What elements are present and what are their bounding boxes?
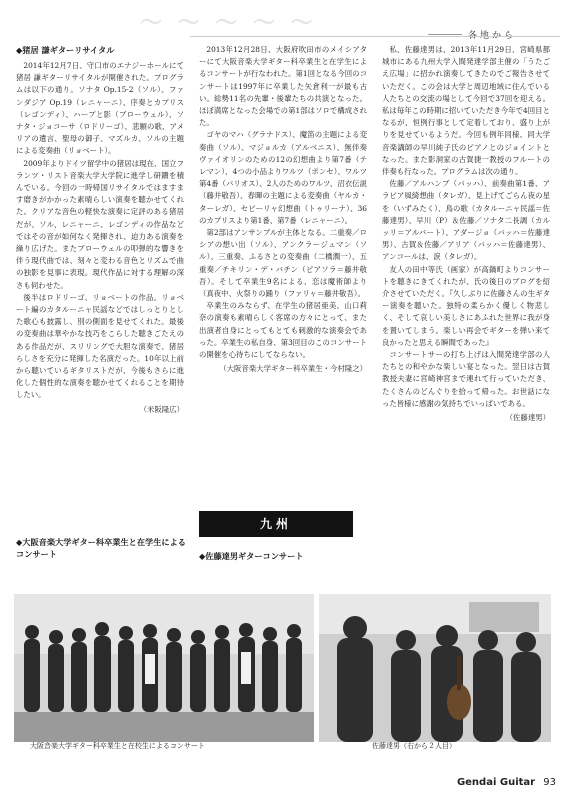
header-ghost-text: ～ ～ ～ ～ ～ xyxy=(140,11,317,36)
paragraph: 佐藤／アルハンブ（バッハ）、前奏曲第1番、アラビア風綺想曲（タレガ）、見上げてごらん夜の星を（いずみたく）、鳥の歌（カタルーニャ民謡＝佐藤達男）、早川（P）＆佐藤／ソナタ二長調（カルッリ＝アルバート）、アダージョ（バッハ＝佐藤達男）、古賀＆佐藤／アリア（バッハ＝佐藤達男）、アンコールは、涙（タレガ）。 xyxy=(382,179,550,262)
paragraph: ゴヤのマハ（グラナドス）、魔笛の主題による変奏曲（ソル）、マジョルカ（アルベニス）、無伴奏ヴァイオリンのための12の幻想曲より第7番（テレマン）、4つの小品よりワルツ（ポンセ）、ワルツ第4番（バリオス）、2人のためのワルツ、沼衣伝説（藤井敬吾）、春暉の主題による変奏曲（ヤルカ・ターレガ）、セビーリャ幻想曲（トゥリーナ）、36のカプリスより第1番、第7番（レニャーニ）。 xyxy=(199,130,367,225)
header-decoration xyxy=(140,6,480,36)
page-number: 93 xyxy=(543,777,556,788)
paragraph: 私、佐藤達男は、2013年11月29日、宮崎県都城市にある九州大学入間発達学部主催の「うたごえ広場」に招かれ演奏してきたのでご報告させていただく。この会は大学と周辺地域に住んでいる人たちとの交流の場として今回で37回を迎える。私は毎年この時期に招いていただき今年で4回目となるが、恒例行事として定着しており、盛り上がりを見せているようだ。今回も例年同様、同大学音楽講師の早川純子氏のピアノとのジョイントとなった。また影洞家の古賀捷一教授のフルートの伴奏も行なった。プログラムは次の通り。 xyxy=(382,45,550,177)
header-rule xyxy=(190,36,560,37)
column-1 xyxy=(16,44,184,469)
column-2 xyxy=(199,44,367,486)
photo-sato-concert xyxy=(319,594,551,742)
paragraph: 卒業生のみならず、在学生の猪居亜美、山口莉奈の演奏も素晴らしく客席の方々にとって、また出演者自身にとってもとても刺激的な演奏会であった。卒業生の私自身、第3回目のこのコンサートの開催を心待ちにしてならない。 xyxy=(199,301,367,360)
paragraph: 2009年よりドイツ留学中の猪居は現在、国立フランツ・リスト音楽大学大学院に進学し研鑽を積んでいる。今回の一時帰国リサイタルではますます磨きがかかった素晴らしい演奏を聴かせてくれた。クリアな音色の軽快な演奏に定評のある猪居だが、ソル、レニャーニ、レゴンディの作品などではその音が如何なく発揮され、迫力ある演奏を繰り広げた。またブローウェルの叩弾的な響きを伴う現代曲では、刻々と変わる音色とリズムで曲の独影を見事に表現。現代作品に対する理解の深さも伺わせた。 xyxy=(16,158,184,290)
article-heading-osaka: ◆大阪音楽大学ギター科卒業生と在学生によるコンサート xyxy=(16,537,186,559)
signature: （米阪隆広） xyxy=(139,404,184,414)
region-banner-kyushu: 九州 xyxy=(199,511,353,537)
signature: （大阪音楽大学ギター科卒業生・今村隆之） xyxy=(219,364,367,374)
photo-caption-osaka: 大阪音楽大学ギター科卒業生と在校生によるコンサート xyxy=(30,742,205,750)
article-heading-inoi: ◆猪居 謙ギターリサイタル xyxy=(16,45,115,55)
column-3 xyxy=(382,44,550,494)
paragraph: 2013年12月28日、大阪府吹田市のメイシアターにて大阪音楽大学ギター科卒業生と在学生によるコンサートが行なわれた。第1回となる今回のコンサートは1997年に卒業した矢倉利一が最も古い。総勢11名の先輩・後輩たちの共演となった。ほぼ満席となった会場での第1部はソロで構成された。 xyxy=(199,45,367,128)
paragraph: 2014年12月7日、守口市のエナジーホールにて猪居 謙ギターリサイタルが開催された。プログラムは以下の通り。ソナタ Op.15-2（ソル）、ファンダジア Op.19（レニャーニ）、序奏とカプリス（レゴンディ）、ハープと影（ブローウェル）、ソナタ・ジョコーサ（ロドリーゴ）、悲願の歌、アメリアの遺言、聖母の御子、マズルカ、ソルの主題による変奏曲（リョベート）。 xyxy=(16,61,184,156)
section-tag: 各地から xyxy=(468,28,516,41)
paragraph: 友人の田中等氏（画家）が高鍋町よりコンサートを聴きにきてくれたが、氏の後日のブログを紹介させていただく。『久しぶりに佐藤さんの生ギター演奏を聴いた。独特の柔らかく優しく物悲しく、そして哀しい美しさにあふれた世界に我が身を置いてしまう。楽しい再会でギターを弾い来て良かったと思える瞬間であった』 xyxy=(382,264,550,347)
photo-caption-sato: 佐藤達男（右から２人目） xyxy=(372,742,456,750)
article-heading-sato: ◆佐藤達男ギターコンサート xyxy=(199,551,304,561)
magazine-name: Gendai Guitar xyxy=(456,777,536,788)
paragraph: 第2部はアンサンブルが主体となる。二重奏／ロシアの想い出（ソル）、アンクラージュマン（ソル）、三重奏、ふるさとの変奏曲（二橋潤一）、五重奏／チキリン・デ・バチン（ピアソラ＝藤井敬吾）。そして卒業生9名による、恋は魔術師より（真夜中、火祭りの踊り（ファリャ＝藤井敬吾）。 xyxy=(199,228,367,299)
paragraph: 後半はロドリーゴ、リョベートの作品。リョベート編のカタルーニャ民謡などではしっとりとした歌心も披露し、別の側面を見せてくれた。最後の変奏曲は華やかな技巧をこらした聴きごたえのある作品だが、スリリングで大胆な演奏で、猪居らしさを充分に発揮した名演だった。10年以上前から聴いているギタリストだが、今後もさらに進化した個性的な演奏を聴かせてくれることを期待したい。 xyxy=(16,292,184,400)
paragraph: コンサートサーの打ち上げは入間発達学部の人たちとの和やかな楽しい宴となった。翌日は古賀教授夫妻に宮崎神宮まで連れて行っていただき、たくさんのどんぐりを拾って帰った。お世話になった皆様に感謝の気持ちでいっぱいである。 xyxy=(382,350,550,408)
page-footer xyxy=(457,777,556,788)
signature: （佐藤達男） xyxy=(505,413,550,423)
photo-osaka-concert xyxy=(14,594,314,742)
